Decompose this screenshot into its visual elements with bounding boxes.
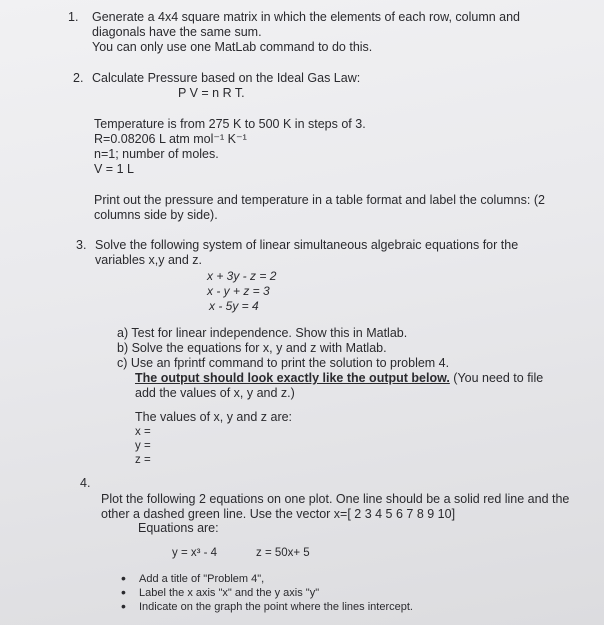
moles: n=1; number of moles. bbox=[94, 147, 219, 161]
volume: V = 1 L bbox=[94, 162, 134, 176]
bullet-dot-3: • bbox=[121, 598, 126, 614]
part-b: b) Solve the equations for x, y and z with Matlab. bbox=[117, 341, 387, 355]
value-z: z = bbox=[135, 454, 151, 466]
question-3-number: 3. bbox=[76, 238, 87, 252]
question-1-line-2: diagonals have the same sum. bbox=[92, 25, 262, 39]
equations-label: Equations are: bbox=[138, 521, 219, 535]
question-4-number: 4. bbox=[80, 476, 91, 490]
temperature-range: Temperature is from 275 K to 500 K in steps of 3. bbox=[94, 117, 366, 131]
ideal-gas-formula: P V = n R T. bbox=[178, 86, 245, 100]
question-4-line-1: Plot the following 2 equations on one plot. One line should be a solid red line and the bbox=[101, 492, 570, 506]
bullet-3: Indicate on the graph the point where the lines intercept. bbox=[139, 601, 413, 613]
question-1-line-1: Generate a 4x4 square matrix in which the elements of each row, column and bbox=[92, 10, 521, 24]
output-instruction-rest: (You need to file bbox=[449, 371, 544, 385]
value-x: x = bbox=[135, 426, 151, 438]
question-2-number: 2. bbox=[73, 71, 84, 85]
question-2-title: Calculate Pressure based on the Ideal Gas Law: bbox=[92, 71, 361, 85]
value-y: y = bbox=[135, 440, 151, 452]
equation-2: x - y + z = 3 bbox=[207, 284, 270, 298]
question-1-line-3: You can only use one MatLab command to do this. bbox=[92, 40, 373, 54]
print-instruction-line-2: columns side by side). bbox=[94, 208, 218, 222]
gas-constant: R=0.08206 L atm mol⁻¹ K⁻¹ bbox=[94, 132, 247, 146]
bullet-dot-1: • bbox=[121, 570, 126, 586]
equation-y: y = x³ - 4 bbox=[172, 547, 218, 559]
part-c-line-2 bbox=[135, 371, 543, 386]
question-1-number: 1. bbox=[68, 10, 79, 24]
part-c: c) Use an fprintf command to print the solution to problem 4. bbox=[117, 356, 450, 370]
question-3-intro-line-2: variables x,y and z. bbox=[95, 253, 202, 267]
equation-3: x - 5y = 4 bbox=[209, 299, 259, 313]
question-4-line-2: other a dashed green line. Use the vector x=[ 2 3 4 5 6 7 8 9 10] bbox=[101, 507, 456, 521]
part-a: a) Test for linear independence. Show this in Matlab. bbox=[117, 326, 408, 340]
part-c-line-3: add the values of x, y and z.) bbox=[135, 386, 295, 400]
bullet-2: Label the x axis "x" and the y axis "y" bbox=[139, 587, 320, 599]
print-instruction-line-1: Print out the pressure and temperature in a table format and label the columns: (2 bbox=[94, 193, 545, 207]
bullet-dot-2: • bbox=[121, 584, 126, 600]
equation-z: z = 50x+ 5 bbox=[256, 547, 310, 559]
question-3-intro-line-1: Solve the following system of linear simultaneous algebraic equations for the bbox=[95, 238, 519, 252]
values-title: The values of x, y and z are: bbox=[135, 410, 293, 424]
equation-1: x + 3y - z = 2 bbox=[207, 269, 277, 283]
bullet-1: Add a title of "Problem 4", bbox=[139, 573, 265, 585]
output-instruction-bold: The output should look exactly like the output below. bbox=[135, 371, 450, 385]
